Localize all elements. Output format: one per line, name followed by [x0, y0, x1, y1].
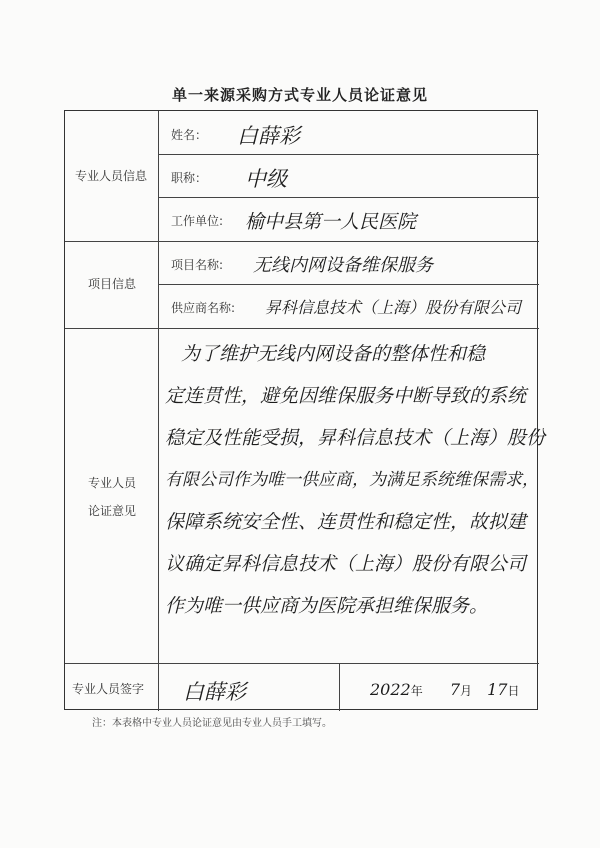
supplier-name-label: 供应商名称: — [171, 301, 236, 315]
date-day-unit: 日 — [507, 684, 520, 698]
opinion-line: 议确定昇科信息技术（上海）股份有限公司 — [165, 553, 527, 575]
section-divider — [65, 328, 539, 329]
opinion-label-line2: 论证意见 — [88, 504, 137, 518]
column-divider — [158, 663, 159, 711]
date-month-unit: 月 — [460, 684, 473, 698]
employer-label: 工作单位: — [171, 214, 224, 228]
signature-name: 白薛彩 — [183, 680, 246, 704]
section-divider — [65, 663, 539, 664]
date-year: 2022 — [370, 680, 411, 699]
job-title-value: 中级 — [245, 167, 287, 191]
supplier-name-value: 昇科信息技术（上海）股份有限公司 — [265, 298, 522, 317]
section-divider — [65, 241, 539, 242]
job-title-label: 职称： — [171, 171, 208, 185]
name-value: 白薛彩 — [237, 124, 300, 148]
opinion-line: 为了维护无线内网设备的整体性和稳 — [181, 343, 486, 365]
footnote: 注：本表格中专业人员论证意见由专业人员手工填写。 — [92, 718, 332, 729]
project-info-label: 项目信息 — [88, 277, 137, 291]
opinion-line: 有限公司作为唯一供应商，为满足系统维保需求， — [165, 470, 539, 490]
row-divider — [158, 154, 539, 155]
signature-label: 专业人员签字 — [72, 682, 145, 696]
column-divider — [158, 111, 159, 663]
name-label: 姓名： — [171, 128, 208, 142]
row-divider — [158, 284, 539, 285]
signature-date — [370, 680, 520, 699]
personnel-info-label: 专业人员信息 — [75, 169, 148, 183]
row-divider — [158, 197, 539, 198]
opinion-line: 稳定及性能受损，昇科信息技术（上海）股份 — [165, 427, 546, 449]
project-name-value: 无线内网设备维保服务 — [253, 255, 433, 276]
date-year-unit: 年 — [410, 684, 423, 698]
opinion-text — [165, 339, 546, 659]
project-name-label: 项目名称: — [171, 258, 224, 272]
employer-value: 榆中县第一人民医院 — [245, 211, 417, 233]
opinion-line: 作为唯一供应商为医院承担维保服务。 — [165, 595, 489, 617]
column-divider — [339, 663, 340, 711]
opinion-line: 定连贯性，避免因维保服务中断导致的系统 — [165, 385, 527, 407]
date-day: 17 — [487, 680, 508, 699]
opinion-label-line1: 专业人员 — [88, 476, 137, 490]
page-title: 单一来源采购方式专业人员论证意见 — [171, 86, 428, 104]
date-month: 7 — [449, 680, 461, 699]
opinion-line: 保障系统安全性、连贯性和稳定性，故拟建 — [165, 511, 527, 533]
opinion-form-table — [64, 110, 546, 710]
